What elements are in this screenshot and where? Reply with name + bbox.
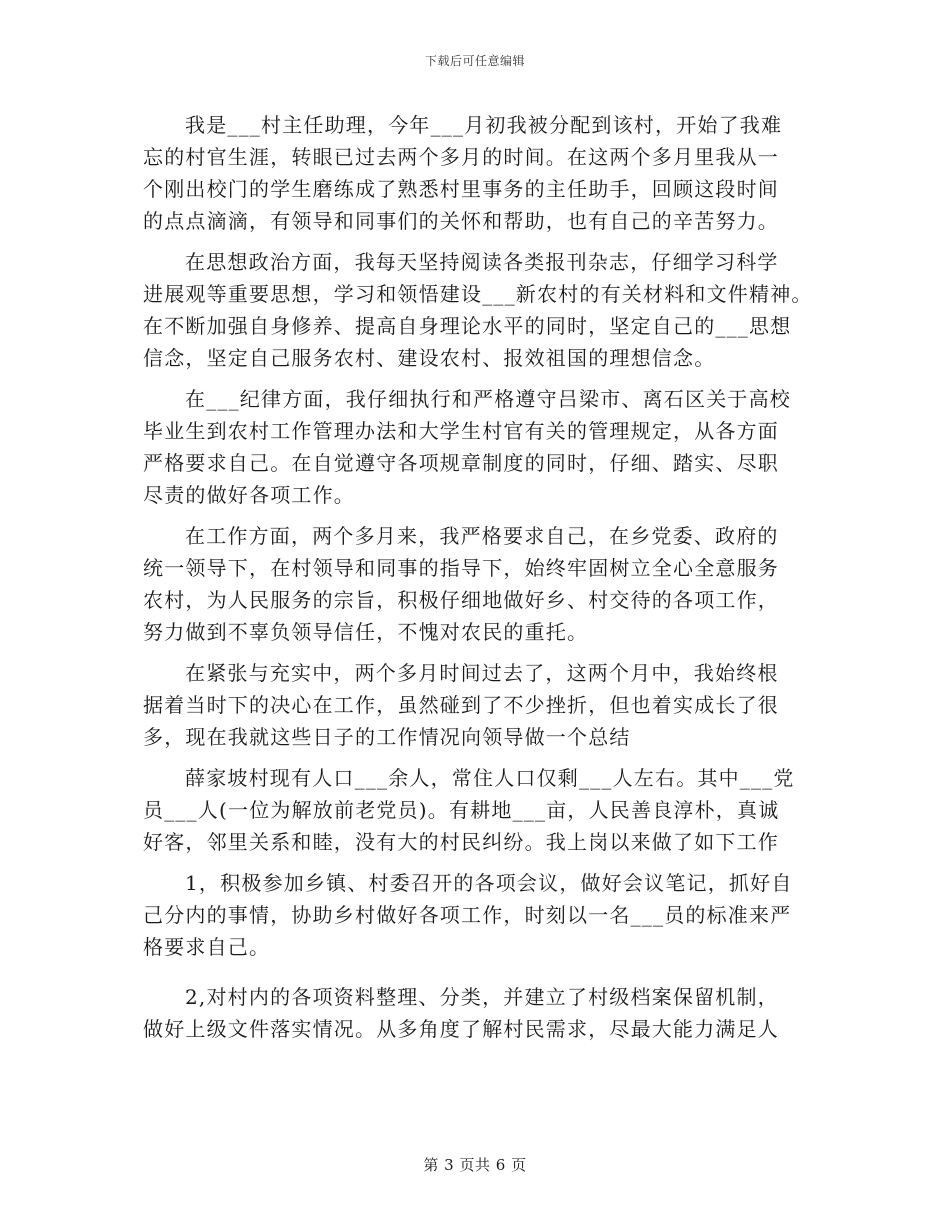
- text-line: 己分内的事情，协助乡村做好各项工作，时刻以一名___员的标准来严: [143, 903, 792, 927]
- text-line: 个刚出校门的学生磨练成了熟悉村里事务的主任助手，回顾这段时间: [143, 177, 779, 201]
- text-line: 统一领导下，在村领导和同事的指导下，始终牢固树立全心全意服务: [143, 556, 779, 580]
- page-header: 下载后可任意编辑: [424, 54, 525, 68]
- text-line: 2,对村内的各项资料整理、分类，并建立了村级档案保留机制，: [185, 985, 779, 1009]
- text-line: 在工作方面，两个多月来，我严格要求自己，在乡党委、政府的: [185, 524, 779, 548]
- text-line: 忘的村官生涯，转眼已过去两个多月的时间。在这两个多月里我从一: [143, 145, 779, 169]
- document-body: [143, 109, 823, 1045]
- paragraph: [143, 762, 823, 858]
- paragraph-gap: [143, 963, 823, 981]
- text-line: 努力做到不辜负领导信任，不愧对农民的重托。: [143, 620, 589, 644]
- text-line: 尽责的做好各项工作。: [143, 483, 355, 507]
- page-number: 第 3 页共 6 页: [423, 1156, 527, 1174]
- paragraph: [143, 246, 823, 374]
- text-line: 员___人(一位为解放前老党员)。有耕地___亩，人民善良淳朴，真诚: [143, 798, 780, 822]
- text-line: 据着当时下的决心在工作，虽然碰到了不少挫折，但也着实成长了很: [143, 693, 779, 717]
- paragraph-gap: [143, 648, 823, 657]
- text-line: 做好上级文件落实情况。从多角度了解村民需求，尽最大能力满足人: [143, 1017, 779, 1041]
- paragraph-gap: [143, 374, 823, 383]
- text-line: 多，现在我就这些日子的工作情况向领导做一个总结: [143, 725, 631, 749]
- paragraph-gap: [143, 858, 823, 867]
- text-line: 格要求自己。: [143, 935, 271, 959]
- text-line: 1，积极参加乡镇、村委召开的各项会议，做好会议笔记，抓好自: [185, 871, 793, 895]
- text-line: 在___纪律方面，我仔细执行和严格遵守吕梁市、离石区关于高校: [185, 387, 791, 411]
- text-line: 农村，为人民服务的宗旨，积极仔细地做好乡、村交待的各项工作，: [143, 588, 779, 612]
- text-line: 毕业生到农村工作管理办法和大学生村官有关的管理规定，从各方面: [143, 419, 779, 443]
- paragraph: [143, 657, 823, 753]
- paragraph: [143, 867, 823, 963]
- paragraph: [143, 109, 823, 237]
- text-line: 进展观等重要思想，学习和领悟建设___新农村的有关材料和文件精神。: [143, 282, 813, 306]
- paragraph-gap: [143, 753, 823, 762]
- text-line: 我是___村主任助理，今年___月初我被分配到该村，开始了我难: [185, 113, 783, 137]
- text-line: 的点点滴滴，有领导和同事们的关怀和帮助，也有自己的辛苦努力。: [143, 209, 779, 233]
- text-line: 在不断加强自身修养、提高自身理论水平的同时，坚定自己的___思想: [143, 314, 792, 338]
- text-line: 薛家坡村现有人口___余人，常住人口仅剩___人左右。其中___党: [185, 766, 795, 790]
- text-line: 在紧张与充实中，两个多月时间过去了，这两个月中，我始终根: [185, 661, 779, 685]
- paragraph: [143, 383, 823, 511]
- text-line: 信念，坚定自己服务农村、建设农村、报效祖国的理想信念。: [143, 346, 716, 370]
- paragraph: [143, 520, 823, 648]
- paragraph-gap: [143, 237, 823, 246]
- text-line: 在思想政治方面，我每天坚持阅读各类报刊杂志，仔细学习科学: [185, 250, 779, 274]
- text-line: 好客，邻里关系和睦，没有大的村民纠纷。我上岗以来做了如下工作: [143, 830, 779, 854]
- paragraph-gap: [143, 511, 823, 520]
- paragraph: [143, 981, 823, 1045]
- text-line: 严格要求自己。在自觉遵守各项规章制度的同时，仔细、踏实、尽职: [143, 451, 779, 475]
